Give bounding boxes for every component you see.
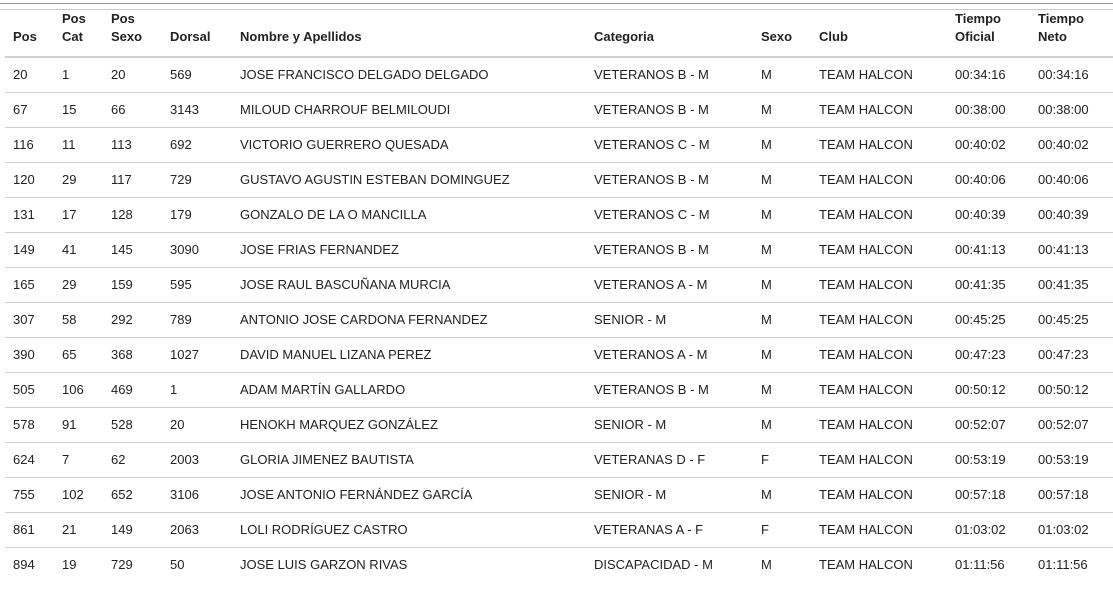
cell-sexo: M: [753, 407, 811, 442]
column-header-sexo: [753, 10, 811, 57]
cell-tiempo-neto: 00:40:06: [1030, 162, 1113, 197]
cell-categoria: VETERANOS B - M: [586, 232, 753, 267]
cell-pos: 390: [5, 337, 54, 372]
cell-tiempo-neto: 00:34:16: [1030, 57, 1113, 92]
cell-categoria: VETERANOS B - M: [586, 57, 753, 92]
cell-tiempo-oficial: 00:40:02: [947, 127, 1030, 162]
cell-categoria: VETERANAS D - F: [586, 442, 753, 477]
cell-dorsal: 3106: [162, 477, 232, 512]
cell-pos: 307: [5, 302, 54, 337]
cell-nombre: JOSE RAUL BASCUÑANA MURCIA: [232, 267, 586, 302]
cell-tiempo-oficial: 00:34:16: [947, 57, 1030, 92]
cell-sexo: M: [753, 232, 811, 267]
table-row: [5, 372, 1113, 407]
cell-tiempo-oficial: 00:57:18: [947, 477, 1030, 512]
cell-pos-sexo: 292: [103, 302, 162, 337]
column-header-categoria: [586, 10, 753, 57]
cell-sexo: F: [753, 512, 811, 547]
cell-dorsal: 789: [162, 302, 232, 337]
column-header-text: Neto: [1038, 29, 1067, 44]
cell-dorsal: 2003: [162, 442, 232, 477]
cell-pos: 505: [5, 372, 54, 407]
cell-club: TEAM HALCON: [811, 232, 947, 267]
cell-sexo: M: [753, 337, 811, 372]
cell-tiempo-oficial: 00:38:00: [947, 92, 1030, 127]
cell-tiempo-neto: 00:50:12: [1030, 372, 1113, 407]
column-header-tiempo-neto: [1030, 10, 1113, 57]
cell-sexo: M: [753, 372, 811, 407]
cell-tiempo-neto: 00:38:00: [1030, 92, 1113, 127]
cell-club: TEAM HALCON: [811, 57, 947, 92]
column-header-pos-cat: [54, 10, 103, 57]
cell-nombre: VICTORIO GUERRERO QUESADA: [232, 127, 586, 162]
cell-nombre: ANTONIO JOSE CARDONA FERNANDEZ: [232, 302, 586, 337]
cell-tiempo-neto: 00:41:13: [1030, 232, 1113, 267]
cell-tiempo-neto: 00:53:19: [1030, 442, 1113, 477]
column-header-text: Cat: [62, 29, 83, 44]
cell-pos: 578: [5, 407, 54, 442]
cell-dorsal: 1: [162, 372, 232, 407]
cell-sexo: M: [753, 92, 811, 127]
cell-dorsal: 50: [170, 557, 185, 573]
cell-club: TEAM HALCON: [811, 407, 947, 442]
cell-categoria: VETERANOS C - M: [586, 197, 753, 232]
column-header-text: Pos: [13, 29, 37, 44]
header-row: [5, 10, 1113, 57]
cell-tiempo-neto: 00:40:02: [1030, 127, 1113, 162]
cell-tiempo-oficial: 00:45:25: [947, 302, 1030, 337]
column-header-tiempo-oficial: [947, 10, 1030, 57]
cell-pos: 131: [5, 197, 54, 232]
table-row: [5, 302, 1113, 337]
cell-dorsal: 729: [162, 162, 232, 197]
results-table-body: [5, 57, 1113, 582]
table-row: [5, 442, 1113, 477]
cell-nombre: DAVID MANUEL LIZANA PEREZ: [232, 337, 586, 372]
cell-pos: 20: [5, 57, 54, 92]
cell-pos-sexo: 117: [103, 162, 162, 197]
cell-pos-cat: 11: [54, 127, 103, 162]
top-divider: [0, 3, 1113, 4]
table-row: [5, 477, 1113, 512]
cell-pos-sexo: 159: [103, 267, 162, 302]
table-row: [5, 57, 1113, 92]
cell-club: TEAM HALCON: [811, 302, 947, 337]
cell-dorsal: 3090: [162, 232, 232, 267]
column-header-pos-sexo: [103, 10, 162, 57]
cell-club: TEAM HALCON: [811, 372, 947, 407]
cell-pos: 894: [13, 557, 35, 573]
cell-sexo: M: [753, 127, 811, 162]
cell-pos-sexo: 528: [103, 407, 162, 442]
column-header-text: Pos: [111, 11, 135, 26]
table-row: [5, 162, 1113, 197]
cell-tiempo-oficial: 00:40:06: [947, 162, 1030, 197]
cell-pos-sexo: 469: [103, 372, 162, 407]
cell-club: TEAM HALCON: [811, 337, 947, 372]
column-header-text: Pos: [62, 11, 86, 26]
cell-sexo: M: [753, 197, 811, 232]
cell-dorsal: 595: [162, 267, 232, 302]
cell-pos: 120: [5, 162, 54, 197]
cell-pos-sexo: 113: [103, 127, 162, 162]
cell-pos-cat: 21: [54, 512, 103, 547]
cell-pos-cat: 29: [54, 162, 103, 197]
cell-categoria: VETERANOS B - M: [586, 92, 753, 127]
cell-club: TEAM HALCON: [811, 267, 947, 302]
cell-tiempo-neto: 01:11:56: [1038, 557, 1088, 573]
cell-pos-sexo: 652: [103, 477, 162, 512]
cell-tiempo-neto: 00:52:07: [1030, 407, 1113, 442]
cell-dorsal: 179: [162, 197, 232, 232]
cell-nombre: GONZALO DE LA O MANCILLA: [232, 197, 586, 232]
cell-sexo: M: [753, 162, 811, 197]
cell-tiempo-oficial: 00:47:23: [947, 337, 1030, 372]
cell-categoria: VETERANOS B - M: [586, 372, 753, 407]
cell-club: TEAM HALCON: [811, 442, 947, 477]
cell-dorsal: 692: [162, 127, 232, 162]
cell-tiempo-oficial: 00:50:12: [947, 372, 1030, 407]
cell-tiempo-neto: 00:45:25: [1030, 302, 1113, 337]
table-row: [5, 92, 1113, 127]
cell-sexo: F: [753, 442, 811, 477]
column-header-text: Club: [819, 29, 848, 44]
cell-pos-sexo: 66: [103, 92, 162, 127]
column-header-text: Nombre y Apellidos: [240, 29, 362, 44]
table-row: [5, 407, 1113, 442]
cell-pos-sexo: 62: [103, 442, 162, 477]
cell-sexo: M: [753, 267, 811, 302]
cell-tiempo-neto: 00:40:39: [1030, 197, 1113, 232]
table-row: [5, 267, 1113, 302]
cell-tiempo-oficial: 00:53:19: [947, 442, 1030, 477]
cell-sexo: M: [753, 302, 811, 337]
cell-pos: 116: [5, 127, 54, 162]
cell-pos-sexo: 368: [103, 337, 162, 372]
cell-pos-sexo: 145: [103, 232, 162, 267]
cell-categoria: SENIOR - M: [586, 477, 753, 512]
column-header-nombre: [232, 10, 586, 57]
cell-categoria: DISCAPACIDAD - M: [594, 557, 713, 573]
cell-club: TEAM HALCON: [811, 162, 947, 197]
cell-pos-sexo: 149: [103, 512, 162, 547]
cell-pos-cat: 106: [54, 372, 103, 407]
cell-dorsal: 569: [162, 57, 232, 92]
cell-categoria: VETERANOS A - M: [586, 337, 753, 372]
cell-nombre: HENOKH MARQUEZ GONZÁLEZ: [232, 407, 586, 442]
cell-nombre: GLORIA JIMENEZ BAUTISTA: [232, 442, 586, 477]
cell-tiempo-neto: 00:57:18: [1030, 477, 1113, 512]
table-row: [5, 127, 1113, 162]
table-row: [5, 547, 1113, 582]
cell-pos: 624: [5, 442, 54, 477]
cell-tiempo-oficial: 00:52:07: [947, 407, 1030, 442]
cell-tiempo-oficial: 01:03:02: [947, 512, 1030, 547]
cell-tiempo-neto: 00:41:35: [1030, 267, 1113, 302]
cell-club: TEAM HALCON: [819, 557, 913, 573]
column-header-text: Categoria: [594, 29, 654, 44]
cell-pos-cat: 15: [54, 92, 103, 127]
column-header-pos: [5, 10, 54, 57]
cell-nombre: JOSE FRANCISCO DELGADO DELGADO: [232, 57, 586, 92]
cell-nombre: MILOUD CHARROUF BELMILOUDI: [232, 92, 586, 127]
cell-pos-cat: 91: [54, 407, 103, 442]
cell-dorsal: 2063: [162, 512, 232, 547]
cell-pos: 861: [5, 512, 54, 547]
cell-categoria: SENIOR - M: [586, 407, 753, 442]
cell-sexo: M: [753, 57, 811, 92]
cell-categoria: VETERANOS A - M: [586, 267, 753, 302]
cell-pos-cat: 41: [54, 232, 103, 267]
cell-pos: 165: [5, 267, 54, 302]
cell-pos-cat: 19: [62, 557, 77, 573]
cell-tiempo-oficial: 00:41:13: [947, 232, 1030, 267]
cell-tiempo-oficial: 00:41:35: [947, 267, 1030, 302]
column-header-text: Oficial: [955, 29, 995, 44]
cell-nombre: JOSE LUIS GARZON RIVAS: [240, 557, 408, 573]
cell-pos: 149: [5, 232, 54, 267]
cell-nombre: LOLI RODRÍGUEZ CASTRO: [232, 512, 586, 547]
cell-categoria: VETERANOS C - M: [586, 127, 753, 162]
cell-pos-cat: 65: [54, 337, 103, 372]
cell-pos-sexo: 128: [103, 197, 162, 232]
cell-nombre: JOSE FRIAS FERNANDEZ: [232, 232, 586, 267]
results-table-header: [5, 10, 1113, 57]
column-header-dorsal: [162, 10, 232, 57]
column-header-text: Tiempo: [1038, 11, 1084, 26]
cell-pos-sexo: 20: [103, 57, 162, 92]
cell-tiempo-neto: 01:03:02: [1030, 512, 1113, 547]
cell-club: TEAM HALCON: [811, 197, 947, 232]
cell-categoria: VETERANOS B - M: [586, 162, 753, 197]
cell-club: TEAM HALCON: [811, 477, 947, 512]
table-row: [5, 232, 1113, 267]
table-row: [5, 337, 1113, 372]
table-row: [5, 197, 1113, 232]
cell-dorsal: 20: [162, 407, 232, 442]
cell-nombre: ADAM MARTÍN GALLARDO: [232, 372, 586, 407]
cell-sexo: M: [753, 477, 811, 512]
cell-pos-cat: 1: [54, 57, 103, 92]
cell-pos-cat: 58: [54, 302, 103, 337]
cell-tiempo-oficial: 00:40:39: [947, 197, 1030, 232]
cell-pos-cat: 102: [54, 477, 103, 512]
cell-pos-sexo: 729: [111, 557, 133, 573]
cell-nombre: JOSE ANTONIO FERNÁNDEZ GARCÍA: [232, 477, 586, 512]
results-table: [5, 10, 1113, 582]
cell-sexo: M: [761, 557, 772, 573]
column-header-text: Tiempo: [955, 11, 1001, 26]
column-header-text: Dorsal: [170, 29, 211, 44]
cell-pos: 67: [5, 92, 54, 127]
cell-categoria: SENIOR - M: [586, 302, 753, 337]
column-header-text: Sexo: [111, 29, 143, 44]
cell-pos-cat: 29: [54, 267, 103, 302]
cell-tiempo-neto: 00:47:23: [1030, 337, 1113, 372]
cell-club: TEAM HALCON: [811, 127, 947, 162]
cell-categoria: VETERANAS A - F: [586, 512, 753, 547]
cell-club: TEAM HALCON: [811, 92, 947, 127]
table-row: [5, 512, 1113, 547]
cell-pos-cat: 17: [54, 197, 103, 232]
column-header-text: Sexo: [761, 29, 793, 44]
cell-pos: 755: [5, 477, 54, 512]
cell-pos-cat: 7: [54, 442, 103, 477]
cell-club: TEAM HALCON: [811, 512, 947, 547]
cell-dorsal: 3143: [162, 92, 232, 127]
column-header-club: [811, 10, 947, 57]
cell-tiempo-oficial: 01:11:56: [955, 557, 1005, 573]
cell-dorsal: 1027: [162, 337, 232, 372]
cell-nombre: GUSTAVO AGUSTIN ESTEBAN DOMINGUEZ: [232, 162, 586, 197]
